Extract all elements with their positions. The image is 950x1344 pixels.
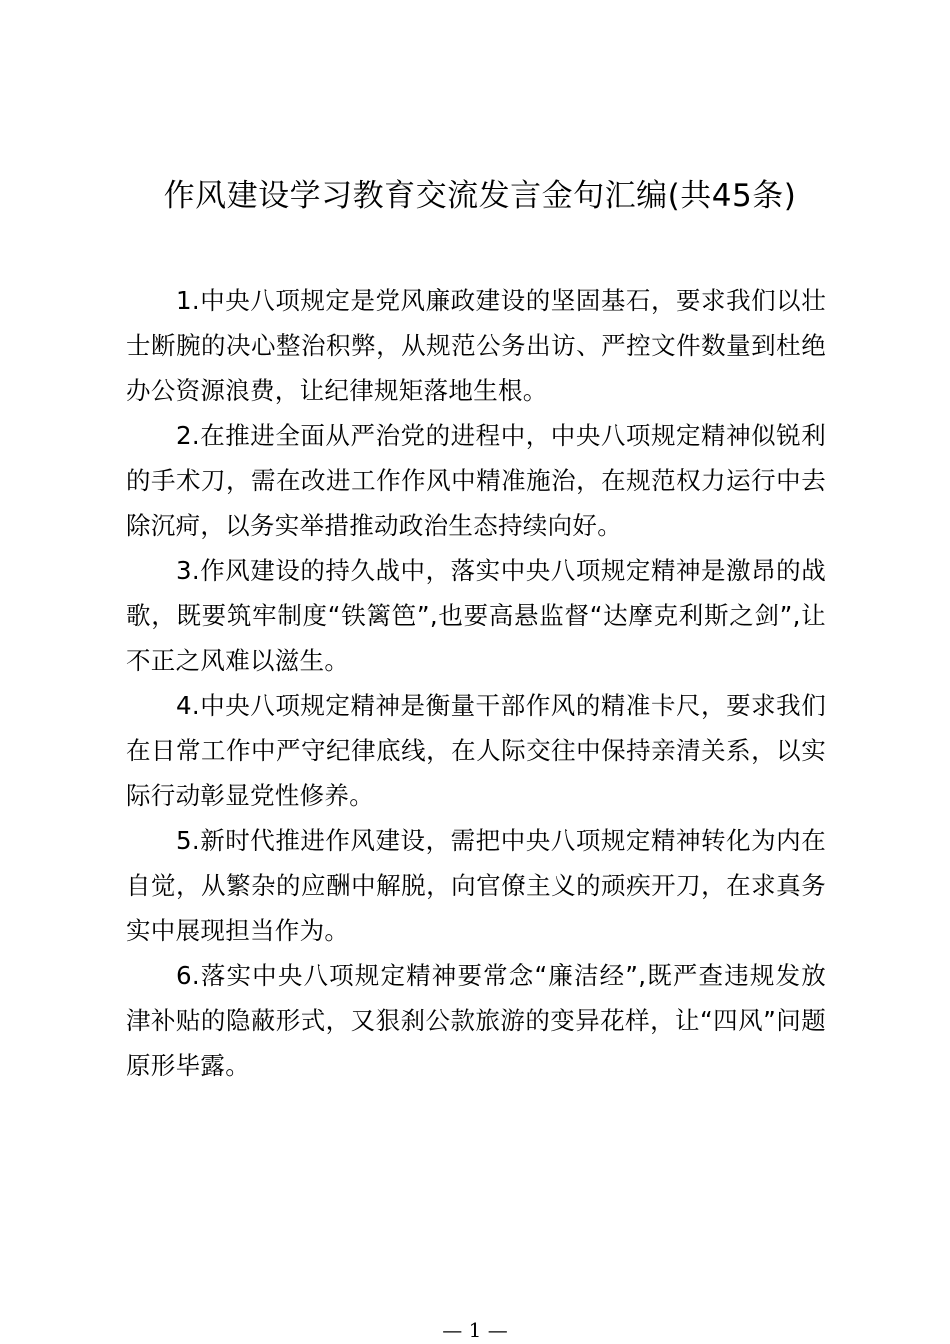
paragraph-1: 1.中央八项规定是党风廉政建设的坚固基石，要求我们以壮士断腕的决心整治积弊，从规范公务出访、严控文件数量到杜绝办公资源浪费，让纪律规矩落地生根。 [126, 286, 826, 405]
document-title: 作风建设学习教育交流发言金句汇编(共45条) [163, 178, 797, 214]
paragraph-2: 2.在推进全面从严治党的进程中，中央八项规定精神似锐利的手术刀，需在改进工作作风中精准施治，在规范权力运行中去除沉疴，以务实举措推动政治生态持续向好。 [126, 421, 826, 540]
document-body [126, 278, 826, 1088]
paragraph-4: 4.中央八项规定精神是衡量干部作风的精准卡尺，要求我们在日常工作中严守纪律底线，在人际交往中保持亲清关系，以实际行动彰显党性修养。 [126, 691, 826, 810]
paragraph-6: 6.落实中央八项规定精神要常念“廉洁经”,既严查违规发放津补贴的隐蔽形式，又狠刹公款旅游的变异花样，让“四风”问题原形毕露。 [126, 961, 826, 1080]
paragraph-5: 5.新时代推进作风建设，需把中央八项规定精神转化为内在自觉，从繁杂的应酬中解脱，向官僚主义的顽疾开刀，在求真务实中展现担当作为。 [126, 826, 826, 945]
paragraph-3: 3.作风建设的持久战中，落实中央八项规定精神是激昂的战歌，既要筑牢制度“铁篱笆”,也要高悬监督“达摩克利斯之剑”,让不正之风难以滋生。 [126, 556, 826, 675]
page-number: — 1 — [442, 1318, 508, 1342]
